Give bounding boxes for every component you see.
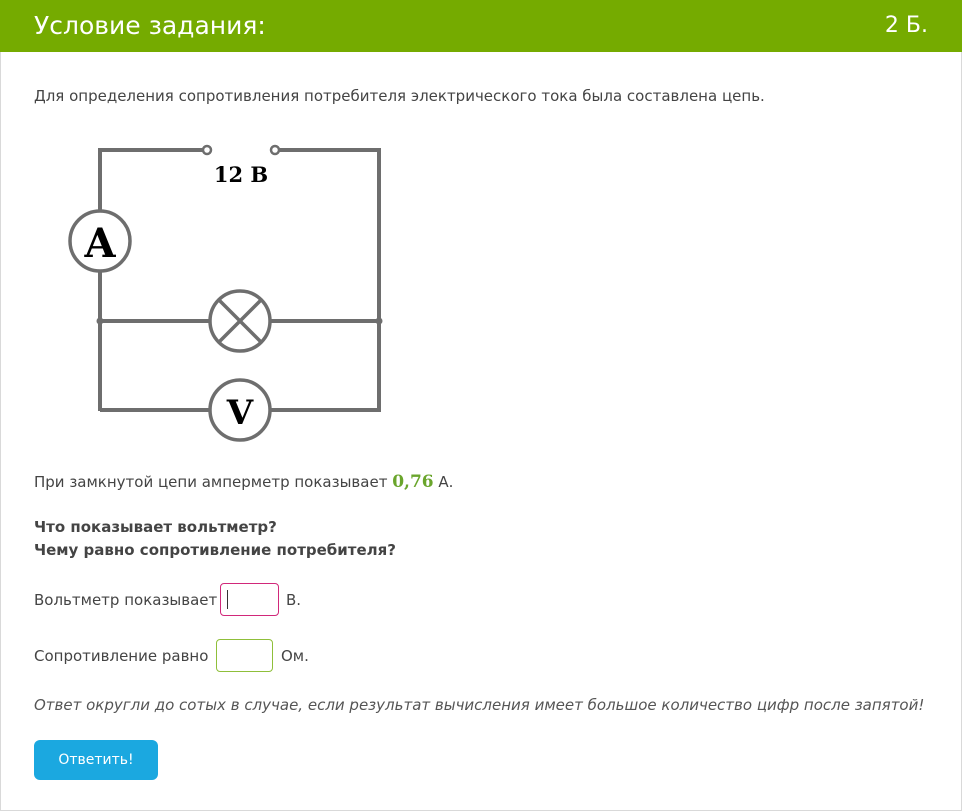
ammeter-reading-value: 0,76 xyxy=(392,472,434,492)
wire-top-left xyxy=(100,150,207,151)
junction-left xyxy=(97,318,104,325)
source-voltage-label: 12 В xyxy=(213,162,269,187)
text-cursor xyxy=(227,590,228,609)
question-resistance: Чему равно сопротивление потребителя? xyxy=(34,541,396,559)
ammeter-label: A xyxy=(84,220,116,267)
circuit-diagram xyxy=(60,138,400,448)
voltmeter-label: V xyxy=(226,393,254,433)
source-terminal-left xyxy=(203,146,211,154)
source-terminal-right xyxy=(271,146,279,154)
voltage-unit: В. xyxy=(286,591,302,609)
rounding-note: Ответ округли до сотых в случае, если результат вычисления имеет большое количество цифр после запятой! xyxy=(34,696,925,714)
task-title: Условие задания: xyxy=(34,11,266,40)
resistance-unit: Ом. xyxy=(281,647,309,665)
task-points: 2 Б. xyxy=(884,13,928,38)
ammeter-reading-text xyxy=(34,472,453,492)
ammeter-reading-unit: А. xyxy=(438,473,454,491)
question-voltmeter: Что показывает вольтметр? xyxy=(34,518,277,536)
voltage-input[interactable] xyxy=(220,583,279,616)
resistance-answer-label: Сопротивление равно xyxy=(34,647,209,665)
task-header xyxy=(0,0,962,52)
junction-right xyxy=(376,318,383,325)
resistance-input[interactable] xyxy=(216,639,273,672)
task-intro: Для определения сопротивления потребителя электрического тока была составлена цепь. xyxy=(34,87,765,105)
submit-answer-button[interactable]: Ответить! xyxy=(34,740,158,780)
ammeter-reading-prefix: При замкнутой цепи амперметр показывает xyxy=(34,473,388,491)
voltage-answer-label: Вольтметр показывает xyxy=(34,591,218,609)
